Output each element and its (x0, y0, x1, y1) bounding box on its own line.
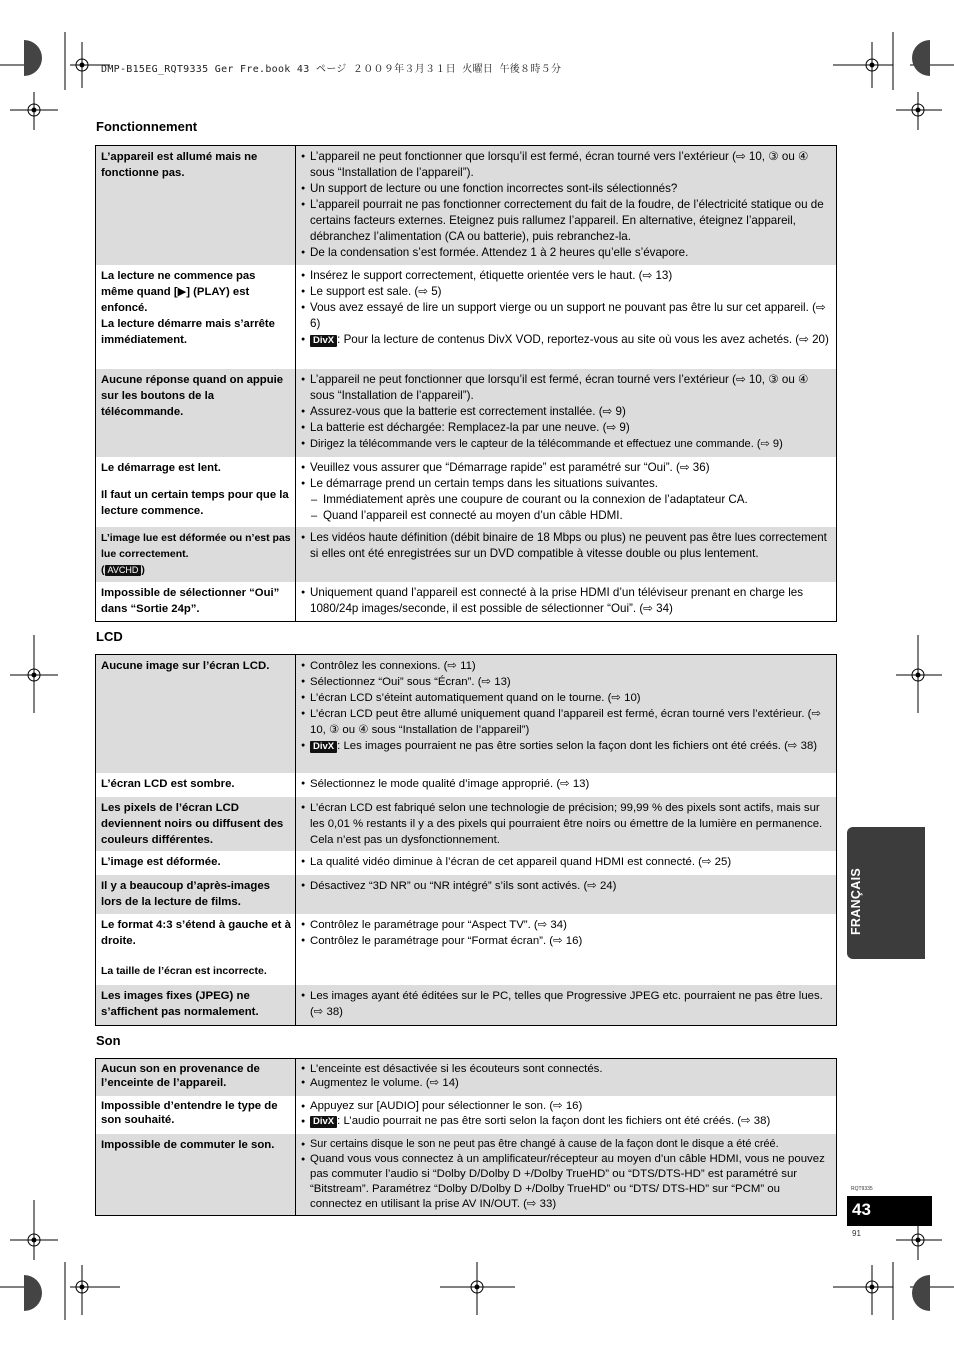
solution-cell (296, 369, 837, 457)
solution-cell (296, 582, 837, 622)
solution-item: ● Sur certains disque le son ne peut pas être changé à cause de la façon dont le disque a été créé. (301, 1137, 832, 1152)
language-tab (847, 827, 925, 959)
solution-item (301, 332, 832, 348)
solution-cell (296, 457, 837, 527)
table-row (96, 655, 837, 773)
problem-cell (96, 1134, 296, 1216)
solution-item: ● Quand vous vous connectez à un amplificateur/récepteur au moyen d’un câble HDMI, vous ne pouvez pas commuter l’audio si “Dolby D/Dolby D +/Dolby TrueHD” ou “DTS/DTS-HD” est paramétré sur “Bitstream”. Paramétrez “Dolby D/Dolby D +/Dolby TrueHD” ou “DTS/ DTS-HD” sur “PCM” ou connectez en utilisant la prise AV IN/OUT. (⇨ 33) (301, 1152, 832, 1212)
problem-cell (96, 773, 296, 797)
solution-item: ● L’écran LCD s’éteint automatiquement quand on le tourne. (⇨ 10) (301, 690, 832, 706)
solution-cell (296, 265, 837, 369)
solution-item: ● Sélectionnez le mode qualité d’image approprié. (⇨ 13) (301, 776, 832, 792)
solution-cell (296, 851, 837, 875)
solution-item: ● Désactivez “3D NR” ou “NR intégré” s’ils sont activés. (⇨ 24) (301, 878, 832, 894)
solution-item: ● Contrôlez le paramétrage pour “Aspect TV”. (⇨ 34) (301, 917, 832, 933)
solution-item (301, 1114, 832, 1129)
problem-cell (96, 914, 296, 985)
problem-text: Aucune image sur l’écran LCD. (101, 660, 270, 672)
solution-item: ● Les images ayant été éditées sur le PC, telles que Progressive JPEG etc. pourraient ne pas être lues. (⇨ 38) (301, 988, 832, 1020)
problem-text: Impossible d’entendre le type de son souhaité. (101, 1099, 278, 1126)
sub-page-number: 91 (852, 1229, 861, 1238)
page-code: RQT9335 (851, 1186, 873, 1192)
problem-text: Les pixels de l’écran LCD deviennent noirs ou diffusent des couleurs différentes. (101, 801, 284, 846)
solution-cell (296, 1059, 837, 1096)
table-row (96, 369, 837, 457)
avchd-badge: AVCHD (105, 565, 142, 576)
solution-cell (296, 527, 837, 582)
divx-badge: DivX (310, 1116, 337, 1128)
solution-item: ● La qualité vidéo diminue à l’écran de cet appareil quand HDMI est connecté. (⇨ 25) (301, 854, 832, 870)
solution-cell (296, 875, 837, 914)
language-tab-label: FRANÇAIS (849, 868, 863, 935)
section-title-lcd: LCD (96, 629, 123, 644)
problem-cell (96, 985, 296, 1026)
solution-subitem: – Immédiatement après une coupure de courant ou la connexion de l’adaptateur CA. (301, 492, 832, 508)
solution-item: ● Vous avez essayé de lire un support vierge ou un support ne pouvant pas être lu sur cet appareil. (⇨ 6) (301, 300, 832, 332)
table-row (96, 985, 837, 1026)
section-title-son: Son (96, 1033, 121, 1048)
solution-item: ● L’appareil ne peut fonctionner que lorsqu’il est fermé, écran tourné vers l’extérieur (⇨ 10, ③ ou ④ sous “Installation de l’appareil”). (301, 372, 832, 404)
avchd-line: ( AVCHD ) (101, 563, 145, 576)
solution-item: ● L’écran LCD peut être allumé uniquement quand l’appareil est fermé, écran tourné vers l’extérieur. (⇨ 10, ③ ou ④ sous “Installation de l’appareil”) (301, 706, 832, 738)
solution-text: : Pour la lecture de contenus DivX VOD, reportez-vous au site où vous les avez achetés. (⇨ 20) (337, 332, 829, 346)
solution-item: ● L’enceinte est désactivée si les écouteurs sont connectés. (301, 1062, 832, 1076)
solution-item: ● Le support est sale. (⇨ 5) (301, 284, 832, 300)
problem-text: Le démarrage est lent. (101, 461, 221, 474)
solution-cell (296, 1134, 837, 1216)
print-header: DMP-B15EG_RQT9335 Ger Fre.book 43 ページ ２００９年３月３１日 火曜日 午後８時５分 (101, 64, 562, 75)
table-row (96, 797, 837, 851)
problem-text: La lecture démarre mais s’arrête immédiatement. (101, 317, 275, 346)
page-number-box (847, 1196, 932, 1226)
table-row (96, 914, 837, 985)
table-fonctionnement (95, 145, 837, 622)
problem-text: Le format 4:3 s’étend à gauche et à droite. (101, 918, 291, 947)
problem-text: La lecture ne commence pas même quand [▶] (PLAY) est enfoncé. (101, 269, 256, 314)
table-row (96, 851, 837, 875)
solution-text: : Les images pourraient ne pas être sorties selon la façon dont les fichiers ont été créés. (⇨ 38) (337, 740, 818, 752)
solution-text: : L’audio pourrait ne pas être sorti selon la façon dont les fichiers ont été créés. (⇨ 38) (337, 1114, 771, 1127)
page-number: 43 (852, 1200, 871, 1219)
table-row (96, 146, 837, 265)
problem-text: L’appareil est allumé mais ne fonctionne pas. (101, 151, 258, 179)
table-row (96, 773, 837, 797)
problem-cell (96, 582, 296, 622)
problem-cell (96, 265, 296, 369)
problem-cell (96, 851, 296, 875)
problem-text: Impossible de commuter le son. (101, 1138, 275, 1151)
problem-cell (96, 797, 296, 851)
solution-item: ● Augmentez le volume. (⇨ 14) (301, 1076, 832, 1090)
table-row (96, 1096, 837, 1134)
problem-text: L’image lue est déformée ou n’est pas lue correctement. (101, 531, 291, 560)
solution-item: ● Les vidéos haute définition (débit binaire de 18 Mbps ou plus) ne peuvent pas être lues correctement si elles ont été enregistrées sur un DVD compatible à vitesse double ou plus lentement. (301, 530, 832, 562)
problem-cell (96, 369, 296, 457)
solution-item: ● De la condensation s’est formée. Attendez 1 à 2 heures qu’elle s’évapore. (301, 245, 832, 261)
problem-cell (96, 146, 296, 265)
table-son (95, 1058, 837, 1216)
section-title-fonctionnement: Fonctionnement (96, 119, 198, 134)
problem-text: Il faut un certain temps pour que la lecture commence. (101, 488, 289, 517)
problem-cell (96, 875, 296, 914)
solution-item: ● Insérez le support correctement, étiquette orientée vers le haut. (⇨ 13) (301, 268, 832, 284)
solution-cell (296, 655, 837, 773)
solution-item (301, 738, 832, 754)
solution-item: ● Un support de lecture ou une fonction incorrectes sont-ils sélectionnés? (301, 181, 832, 197)
problem-text: L’image est déformée. (101, 855, 221, 868)
solution-item: ● Veuillez vous assurer que “Démarrage rapide” est paramétré sur “Oui”. (⇨ 36) (301, 460, 832, 476)
problem-text: La taille de l’écran est incorrecte. (101, 964, 267, 977)
problem-cell (96, 527, 296, 582)
table-row (96, 527, 837, 582)
table-row (96, 1134, 837, 1216)
divx-badge: DivX (310, 335, 337, 347)
problem-cell (96, 457, 296, 527)
table-row (96, 265, 837, 369)
solution-item: ● Uniquement quand l’appareil est connecté à la prise HDMI d’un téléviseur prenant en charge les 1080/24p images/seconde, il est possible de sélectionner “Oui”. (⇨ 34) (301, 585, 832, 617)
problem-text: L’écran LCD est sombre. (101, 777, 235, 790)
solution-item: ● Le démarrage prend un certain temps dans les situations suivantes. (301, 476, 832, 492)
problem-text: Les images fixes (JPEG) ne s’affichent pas normalement. (101, 989, 259, 1018)
solution-item: ● Assurez-vous que la batterie est correctement installée. (⇨ 9) (301, 404, 832, 420)
solution-item: ● La batterie est déchargée: Remplacez-la par une neuve. (⇨ 9) (301, 420, 832, 436)
problem-cell (96, 1096, 296, 1134)
solution-item: ● L’appareil ne peut fonctionner que lorsqu’il est fermé, écran tourné vers l’extérieur (⇨ 10, ③ ou ④ sous “Installation de l’appareil”). (301, 149, 832, 181)
solution-cell (296, 914, 837, 985)
solution-item: ● Sélectionnez “Oui” sous “Écran”. (⇨ 13) (301, 674, 832, 690)
problem-text: Aucun son en provenance de l’enceinte de l’appareil. (101, 1063, 260, 1089)
problem-cell (96, 655, 296, 773)
table-row (96, 582, 837, 622)
solution-cell (296, 985, 837, 1026)
solution-cell (296, 797, 837, 851)
solution-cell (296, 1096, 837, 1134)
solution-item: ● L’écran LCD est fabriqué selon une technologie de précision; 99,99 % des pixels sont actifs, mais sur les 0,01 % restants il y a des pixels qui pourraient être noirs ou émettre de la lumière en permanence. Cela n’est pas un dysfonctionnement. (301, 800, 832, 848)
problem-text: Aucune réponse quand on appuie sur les boutons de la télécommande. (101, 373, 284, 418)
solution-cell (296, 146, 837, 265)
table-row (96, 1059, 837, 1096)
table-row (96, 457, 837, 527)
solution-item: ● Appuyez sur [AUDIO] pour sélectionner le son. (⇨ 16) (301, 1099, 832, 1114)
solution-subitem: – Quand l’appareil est connecté au moyen d’un câble HDMI. (301, 508, 832, 524)
solution-item: ● Contrôlez le paramétrage pour “Format écran”. (⇨ 16) (301, 933, 832, 949)
problem-text: Il y a beaucoup d’après-images lors de la lecture de films. (101, 879, 271, 908)
solution-item: ● L’appareil pourrait ne pas fonctionner correctement du fait de la foudre, de l’électricité statique ou de certains facteurs externes. Eteignez puis rallumez l’appareil. En alternative, éteignez l’appareil, débranchez l’alimentation (CA ou batterie), puis rebranchez-la. (301, 197, 832, 245)
divx-badge: DivX (310, 741, 337, 753)
table-row (96, 875, 837, 914)
table-lcd (95, 654, 837, 1026)
solution-cell (296, 773, 837, 797)
solution-item: ● Dirigez la télécommande vers le capteur de la télécommande et effectuez une commande. (⇨ 9) (301, 436, 832, 452)
problem-cell (96, 1059, 296, 1096)
solution-item: ● Contrôlez les connexions. (⇨ 11) (301, 658, 832, 674)
problem-text: Impossible de sélectionner “Oui” dans “Sortie 24p”. (101, 586, 280, 615)
